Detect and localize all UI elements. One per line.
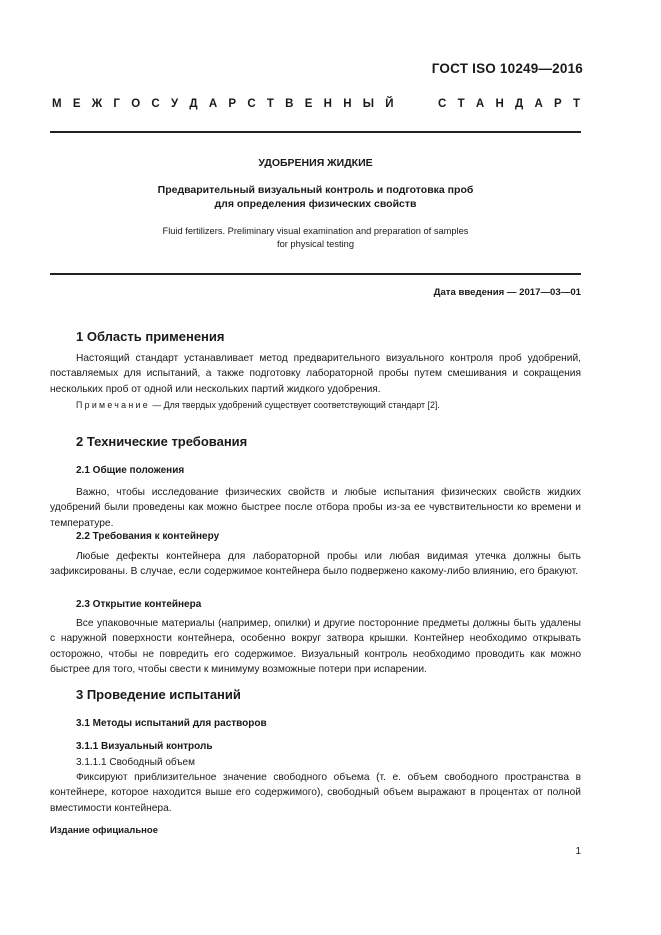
banner-letter: У	[170, 98, 179, 110]
section-1-note	[76, 400, 440, 410]
banner-letter: С	[247, 98, 256, 110]
official-edition-label: Издание официальное	[50, 825, 158, 836]
banner-letter: Е	[72, 98, 81, 110]
section-2-1-paragraph: Важно, чтобы исследование физических свойств и любые испытания физических свойств жидких удобрений были проведены как можно быстрее после отбора пробы из-за ее чувствительности ко времени и температуре.	[50, 487, 581, 529]
banner-letter: Н	[323, 98, 332, 110]
section-1-paragraph: Настоящий стандарт устанавливает метод предварительного визуального контроля проб удобрений, поставляемых для испытаний, а также подготовку лабораторной пробы путем смешивания и сокращения нескольких проб от одной или нескольких партий жидкого удобрения.	[50, 353, 581, 395]
banner-letter: С	[151, 98, 160, 110]
header-rule	[50, 131, 581, 133]
banner-letter: Й	[385, 98, 394, 110]
document-subtitle-ru	[50, 183, 581, 211]
interstate-standard-banner	[52, 98, 580, 110]
section-2-2-heading: 2.2 Требования к контейнеру	[76, 531, 220, 542]
section-3-1-heading: 3.1 Методы испытаний для растворов	[76, 718, 267, 729]
subtitle-ru-line-1: Предварительный визуальный контроль и подготовка проб	[157, 184, 474, 196]
banner-letter: Н	[495, 98, 504, 110]
document-subtitle-en	[50, 225, 581, 251]
section-3-1-1-1-paragraph: Фиксируют приблизительное значение свободного объема (т. е. объем свободного пространства в контейнере, которое находится выше его содержимого), свободный объем выражают в процентах от полной вместимости контейнера.	[50, 772, 581, 814]
note-label: Примечание	[76, 400, 150, 410]
page-number: 1	[575, 846, 581, 857]
banner-letter: О	[131, 98, 141, 110]
banner-letter: Д	[515, 98, 524, 110]
banner-letter: В	[285, 98, 294, 110]
banner-letter: С	[438, 98, 447, 110]
banner-letter: М	[52, 98, 62, 110]
gost-code: ГОСТ ISO 10249—2016	[431, 61, 583, 76]
section-2-2-paragraph: Любые дефекты контейнера для лабораторной пробы или любая видимая утечка должны быть зафиксированы. В случае, если содержимое контейнера было подвержено какому-либо влиянию, его бракуют.	[50, 551, 581, 578]
section-2-3-heading: 2.3 Открытие контейнера	[76, 599, 202, 610]
title-rule	[50, 273, 581, 275]
banner-letter: А	[208, 98, 218, 110]
introduction-date: Дата введения — 2017—03—01	[433, 287, 581, 298]
section-2-heading: 2 Технические требования	[76, 434, 248, 449]
note-text: — Для твердых удобрений существует соответствующий стандарт [2].	[149, 400, 440, 410]
subtitle-ru-line-2: для определения физических свойств	[214, 198, 417, 210]
document-title: УДОБРЕНИЯ ЖИДКИЕ	[258, 157, 373, 169]
banner-letter: Т	[457, 98, 465, 110]
section-3-heading: 3 Проведение испытаний	[76, 687, 241, 702]
banner-word-gap	[405, 98, 427, 110]
banner-letter: Р	[228, 98, 237, 110]
section-2-1-heading: 2.1 Общие положения	[76, 465, 185, 476]
banner-letter: А	[475, 98, 485, 110]
banner-letter: Ж	[91, 98, 103, 110]
banner-letter: А	[534, 98, 543, 110]
subtitle-en-line-1: Fluid fertilizers. Preliminary visual examination and preparation of samples	[162, 226, 469, 236]
banner-letter: Р	[554, 98, 562, 110]
section-2-3-paragraph: Все упаковочные материалы (например, опилки) и другие посторонние предметы должны быть удалены с наружной поверхности контейнера, особенно вокруг затвора крышки. Контейнер необходимо открывать осторожно, чтобы не повредить его содержимое. Визуальный контроль необходимо проводить как можно быстрее для того, чтобы свести к минимуму возможные потери при испарении.	[50, 618, 581, 675]
banner-letter: Т	[572, 98, 580, 110]
banner-letter: Е	[304, 98, 313, 110]
banner-letter: Н	[343, 98, 352, 110]
banner-letter: Д	[189, 98, 198, 110]
section-1-heading: 1 Область применения	[76, 329, 225, 344]
subtitle-en-line-2: for physical testing	[277, 239, 354, 249]
section-3-1-1-1-heading: 3.1.1.1 Свободный объем	[76, 757, 195, 768]
section-3-1-1-heading: 3.1.1 Визуальный контроль	[76, 741, 213, 752]
banner-letter: Г	[113, 98, 120, 110]
banner-letter: Ы	[362, 98, 375, 110]
banner-letter: Т	[266, 98, 274, 110]
